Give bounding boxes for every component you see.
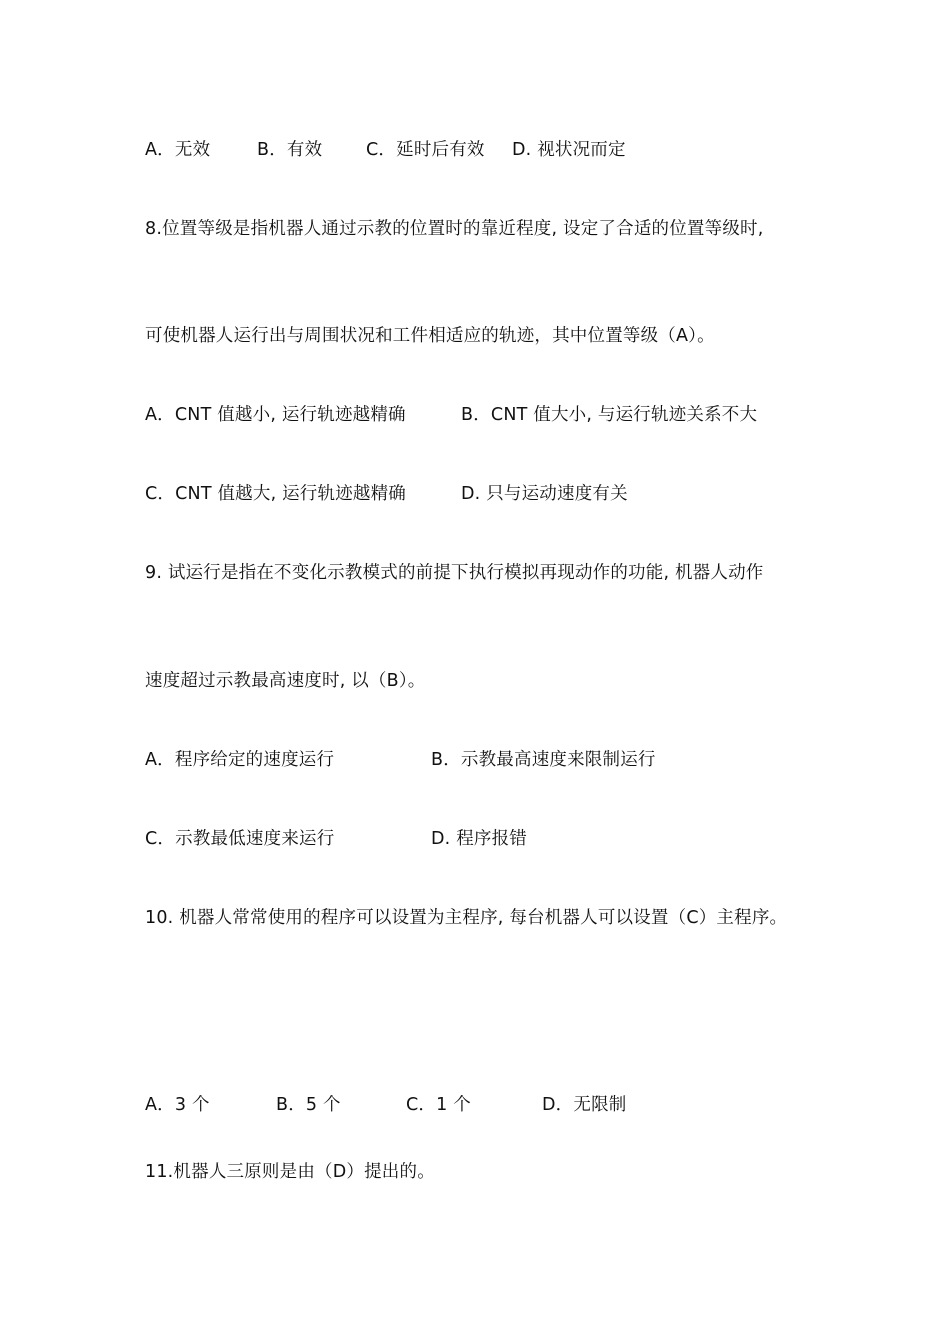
- q7-option-d: D. 视状况而定: [512, 140, 626, 160]
- q9-stem-line1: 9. 试运行是指在不变化示教模式的前提下执行模拟再现动作的功能, 机器人动作: [145, 563, 764, 583]
- q9-option-c: C．示教最低速度来运行: [145, 829, 335, 849]
- q8-stem-line1: 8.位置等级是指机器人通过示教的位置时的靠近程度, 设定了合适的位置等级时,: [145, 219, 764, 239]
- q10-option-b: B．5 个: [276, 1095, 341, 1115]
- q8-option-d: D. 只与运动速度有关: [461, 484, 628, 504]
- q8-stem-line2: 可使机器人运行出与周围状况和工件相适应的轨迹，其中位置等级（A）。: [145, 326, 715, 346]
- q8-option-b: B．CNT 值大小, 与运行轨迹关系不大: [461, 405, 758, 425]
- q10-option-d: D．无限制: [542, 1095, 627, 1115]
- q10-stem-line1: 10. 机器人常常使用的程序可以设置为主程序, 每台机器人可以设置（C）主程序。: [145, 908, 788, 928]
- q10-option-a: A．3 个: [145, 1095, 210, 1115]
- q8-option-c: C．CNT 值越大, 运行轨迹越精确: [145, 484, 407, 504]
- q9-option-d: D. 程序报错: [431, 829, 528, 849]
- q9-option-a: A．程序给定的速度运行: [145, 750, 335, 770]
- q7-option-c: C．延时后有效: [366, 140, 485, 160]
- q9-option-b: B．示教最高速度来限制运行: [431, 750, 656, 770]
- q9-stem-line2: 速度超过示教最高速度时, 以（B）。: [145, 671, 426, 691]
- q7-option-b: B．有效: [257, 140, 323, 160]
- q8-option-a: A．CNT 值越小, 运行轨迹越精确: [145, 405, 406, 425]
- q11-stem-line1: 11.机器人三原则是由（D）提出的。: [145, 1162, 435, 1182]
- q7-option-a: A．无效: [145, 140, 211, 160]
- q10-option-c: C．1 个: [406, 1095, 471, 1115]
